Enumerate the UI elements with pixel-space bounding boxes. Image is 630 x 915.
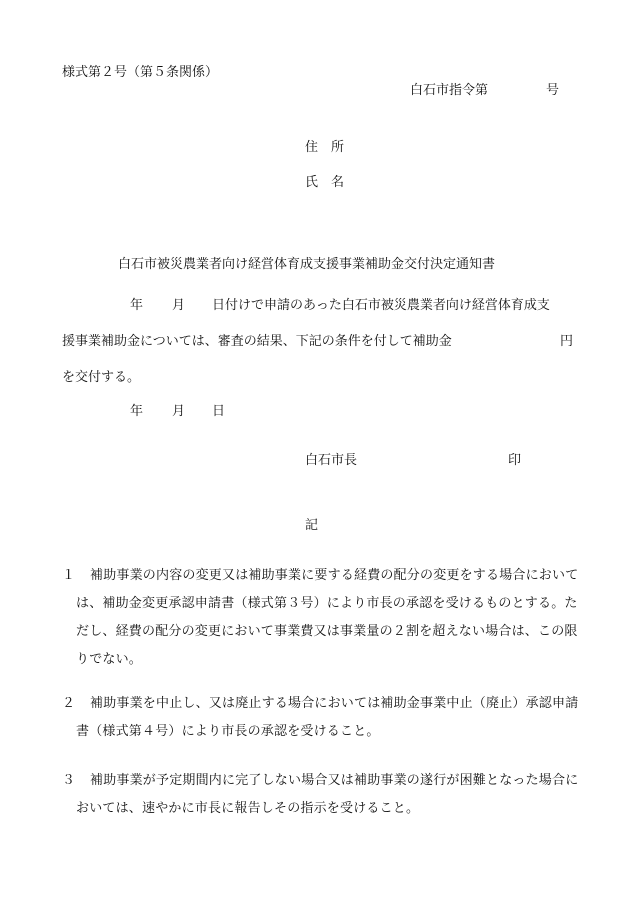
body-line1: 日付けで申請のあった白石市被災農業者向け経営体育成支 (212, 298, 550, 313)
date-year: 年 (130, 404, 144, 419)
body-line3: を交付する。 (62, 370, 141, 385)
condition-item-3 (62, 767, 582, 823)
condition-number: ２ (62, 696, 76, 711)
body-year: 年 (130, 298, 144, 313)
body-line2: 援事業補助金については、審査の結果、下記の条件を付して補助金 (62, 334, 452, 349)
note-heading: 記 (305, 518, 319, 533)
condition-number: １ (62, 568, 76, 583)
doc-number-prefix: 白石市指令第 (410, 83, 489, 98)
condition-item-2 (62, 690, 582, 746)
address-label: 住 所 (305, 140, 345, 155)
condition-text: 補助事業が予定期間内に完了しない場合又は補助事業の遂行が困難となった場合においては、速やかに市長に報告しその指示を受けること。 (76, 773, 579, 816)
condition-number: ３ (62, 773, 76, 788)
issuer-title: 白石市長 (305, 453, 358, 468)
body-amount-unit: 円 (560, 334, 574, 349)
condition-text: 補助事業の内容の変更又は補助事業に要する経費の配分の変更をする場合においては、補助金変更承認申請書（様式第３号）により市長の承認を受けるものとする。ただし、経費の配分の変更において事業費又は事業量の２割を超えない場合は、この限りでない。 (76, 568, 579, 667)
condition-text: 補助事業を中止し、又は廃止する場合においては補助金事業中止（廃止）承認申請書（様式第４号）により市長の承認を受けること。 (76, 696, 579, 739)
date-month: 月 (172, 404, 186, 419)
doc-number-suffix: 号 (546, 83, 560, 98)
condition-item-1 (62, 562, 582, 674)
seal-mark: 印 (508, 453, 522, 468)
name-label: 氏 名 (305, 175, 345, 190)
document-title: 白石市被災農業者向け経営体育成支援事業補助金交付決定通知書 (118, 257, 496, 272)
body-month: 月 (172, 298, 186, 313)
date-day: 日 (212, 404, 226, 419)
form-label: 様式第２号（第５条関係） (62, 65, 219, 80)
